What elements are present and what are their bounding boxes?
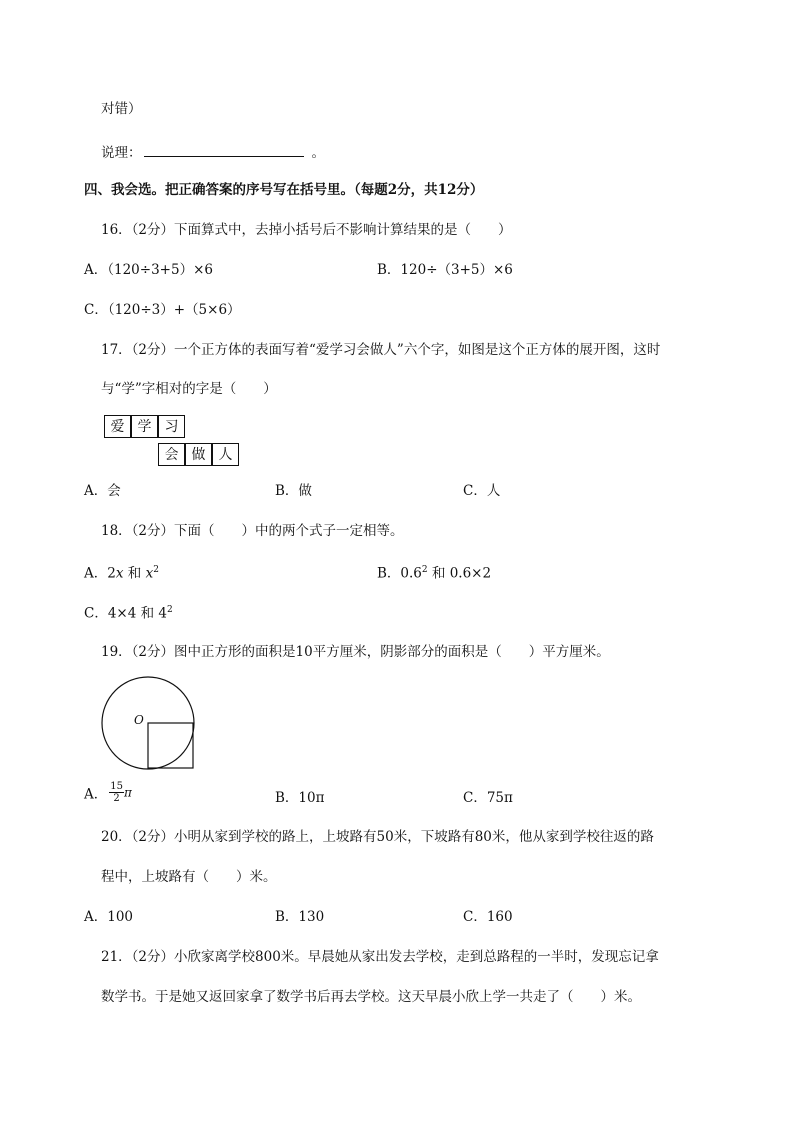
q18-option-c[interactable]: [84, 606, 173, 621]
q17-option-c[interactable]: C．人: [463, 483, 501, 499]
q17-stem-line2: 与“学”字相对的字是（ ）: [101, 381, 277, 397]
q19-stem: 19．（2分）图中正方形的面积是10平方厘米，阴影部分的面积是（ ）平方厘米。: [101, 644, 610, 660]
q20-option-a[interactable]: A．100: [84, 909, 134, 925]
q18-c-prefix: C．4×4 和 4: [84, 605, 167, 622]
center-label: O: [134, 713, 144, 727]
net-cell: 人: [212, 443, 239, 466]
q21-stem-line1: 21．（2分）小欣家离学校800米。早晨她从家出发去学校，走到总路程的一半时，发现忘记拿: [101, 949, 659, 965]
explanation-line: [101, 144, 325, 161]
q18-option-a[interactable]: [84, 566, 159, 581]
q17-option-a[interactable]: A．会: [84, 483, 121, 499]
q18-a-prefix: A．2: [84, 565, 116, 582]
q16-option-a[interactable]: A．（120÷3+5）×6: [84, 262, 213, 278]
net-cell: 爱: [104, 415, 131, 438]
q16-option-c[interactable]: C．（120÷3）+（5×6）: [84, 302, 241, 318]
section-title: 四、我会选。把正确答案的序号写在括号里。（每题2分，共12分）: [84, 182, 484, 198]
q16-stem: 16．（2分）下面算式中，去掉小括号后不影响计算结果的是（ ）: [101, 222, 512, 238]
q18-a-mid: 和: [123, 565, 146, 582]
net-cell: 做: [185, 443, 212, 466]
q16-option-b[interactable]: B．120÷（3+5）×6: [377, 262, 513, 278]
fraction-numerator: 15: [110, 781, 123, 792]
q20-option-b[interactable]: B．130: [275, 909, 325, 925]
q19-option-b[interactable]: B．10π: [275, 790, 325, 806]
q18-option-b[interactable]: [377, 566, 491, 581]
q20-stem-line2: 程中，上坡路有（ ）米。: [101, 869, 277, 885]
q18-b-exponent: 2: [421, 565, 428, 575]
previous-question-tail: 对错）: [101, 101, 142, 117]
square-shape: [148, 723, 193, 768]
fraction: [109, 781, 124, 804]
q17-stem-line1: 17．（2分）一个正方体的表面写着“爱学习会做人”六个字，如图是这个正方体的展开图，这时: [101, 342, 661, 358]
q19-a-prefix: A．: [84, 786, 108, 803]
q18-a-exponent: 2: [153, 565, 159, 575]
q17-option-b[interactable]: B．做: [275, 483, 312, 499]
net-cell: 习: [158, 415, 185, 438]
q18-c-exponent: 2: [167, 605, 173, 615]
q21-stem-line2: 数学书。于是她又返回家拿了数学书后再去学校。这天早晨小欣上学一共走了（ ）米。: [101, 989, 641, 1005]
q19-option-c[interactable]: C．75π: [463, 790, 513, 806]
q20-stem-line1: 20．（2分）小明从家到学校的路上，上坡路有50米，下坡路有80米，他从家到学校往返的路: [101, 829, 654, 845]
q20-option-c[interactable]: C．160: [463, 909, 513, 925]
q18-b-prefix: B．0.6: [377, 565, 422, 582]
q18-stem: 18．（2分）下面（ ）中的两个式子一定相等。: [101, 523, 404, 539]
pi-symbol: π: [123, 785, 132, 800]
q19-option-a[interactable]: [84, 781, 132, 804]
q18-a-var: x: [115, 565, 124, 582]
net-cell: 会: [158, 443, 185, 466]
q18-b-rest: 和 0.6×2: [427, 565, 492, 582]
explanation-label: 说理：: [101, 145, 142, 161]
net-cell: 学: [131, 415, 158, 438]
explanation-end: 。: [311, 145, 325, 161]
q18-a-var: x: [145, 565, 154, 582]
circle-square-figure: [98, 673, 198, 773]
answer-blank[interactable]: [144, 144, 304, 157]
fraction-denominator: 2: [113, 793, 120, 804]
cube-net-figure: [104, 415, 244, 469]
